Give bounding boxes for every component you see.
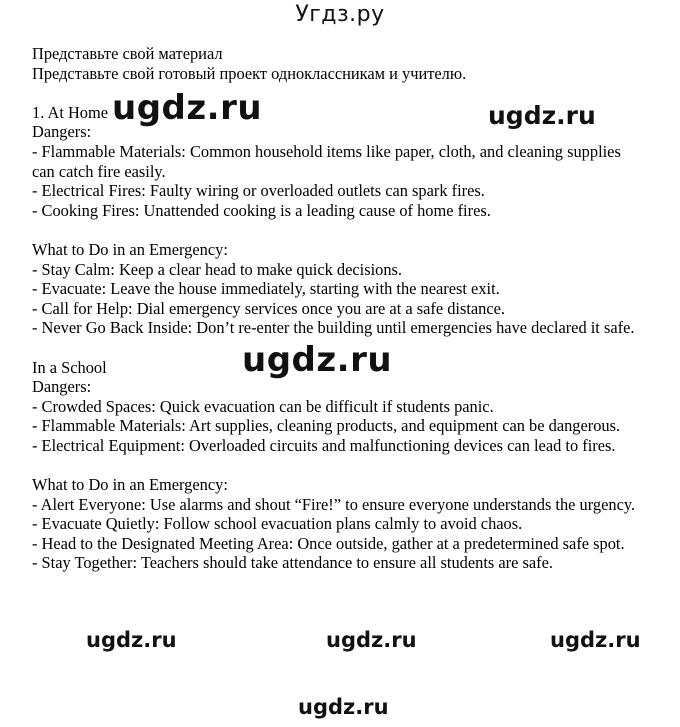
- watermark: ugdz.ru: [242, 340, 393, 380]
- school-action-item: - Evacuate Quietly: Follow school evacuation plans calmly to avoid chaos.: [32, 514, 523, 534]
- school-danger-item: - Flammable Materials: Art supplies, cleaning products, and equipment can be dangerous.: [32, 416, 621, 436]
- document-heading: Представьте свой материал: [32, 44, 223, 63]
- home-action-item: - Stay Calm: Keep a clear head to make quick decisions.: [32, 259, 403, 279]
- spacer: [32, 455, 642, 475]
- school-danger-item: - Electrical Equipment: Overloaded circuits and malfunctioning devices can lead to fires.: [32, 435, 616, 455]
- watermark: ugdz.ru: [550, 628, 641, 652]
- home-dangers-label: Dangers:: [32, 122, 92, 142]
- school-dangers-label: Dangers:: [32, 377, 92, 397]
- home-danger-item: - Electrical Fires: Faulty wiring or overloaded outlets can spark fires.: [32, 181, 485, 201]
- school-danger-item: - Crowded Spaces: Quick evacuation can be difficult if students panic.: [32, 396, 494, 416]
- document-instruction: Представьте свой готовый проект одноклассникам и учителю.: [32, 63, 467, 83]
- home-danger-item: - Cooking Fires: Unattended cooking is a leading cause of home fires.: [32, 200, 491, 220]
- school-action-item: - Stay Together: Teachers should take attendance to ensure all students are safe.: [32, 553, 553, 573]
- watermark: ugdz.ru: [326, 628, 417, 652]
- school-action-item: - Head to the Designated Meeting Area: Once outside, gather at a predetermined safe spot.: [32, 533, 625, 553]
- watermark: ugdz.ru: [488, 101, 596, 130]
- school-actions-label: What to Do in an Emergency:: [32, 475, 228, 495]
- spacer: [32, 220, 642, 240]
- home-action-item: - Call for Help: Dial emergency services once you are at a safe distance.: [32, 298, 505, 318]
- home-action-item: - Never Go Back Inside: Don’t re-enter the building until emergencies have declared it safe.: [32, 318, 635, 338]
- school-action-item: - Alert Everyone: Use alarms and shout “Fire!” to ensure everyone understands the urgency.: [32, 494, 636, 514]
- school-section-title: In a School: [32, 357, 107, 377]
- home-actions-label: What to Do in an Emergency:: [32, 239, 228, 259]
- watermark: ugdz.ru: [86, 628, 177, 652]
- watermark: ugdz.ru: [298, 695, 389, 719]
- site-title: Угдз.ру: [295, 2, 385, 27]
- home-section-title: 1. At Home: [32, 102, 109, 122]
- home-danger-item: - Flammable Materials: Common household items like paper, cloth, and cleaning supplies can catch fire easily.: [32, 141, 621, 181]
- home-action-item: - Evacuate: Leave the house immediately, starting with the nearest exit.: [32, 279, 500, 299]
- watermark: ugdz.ru: [112, 88, 263, 128]
